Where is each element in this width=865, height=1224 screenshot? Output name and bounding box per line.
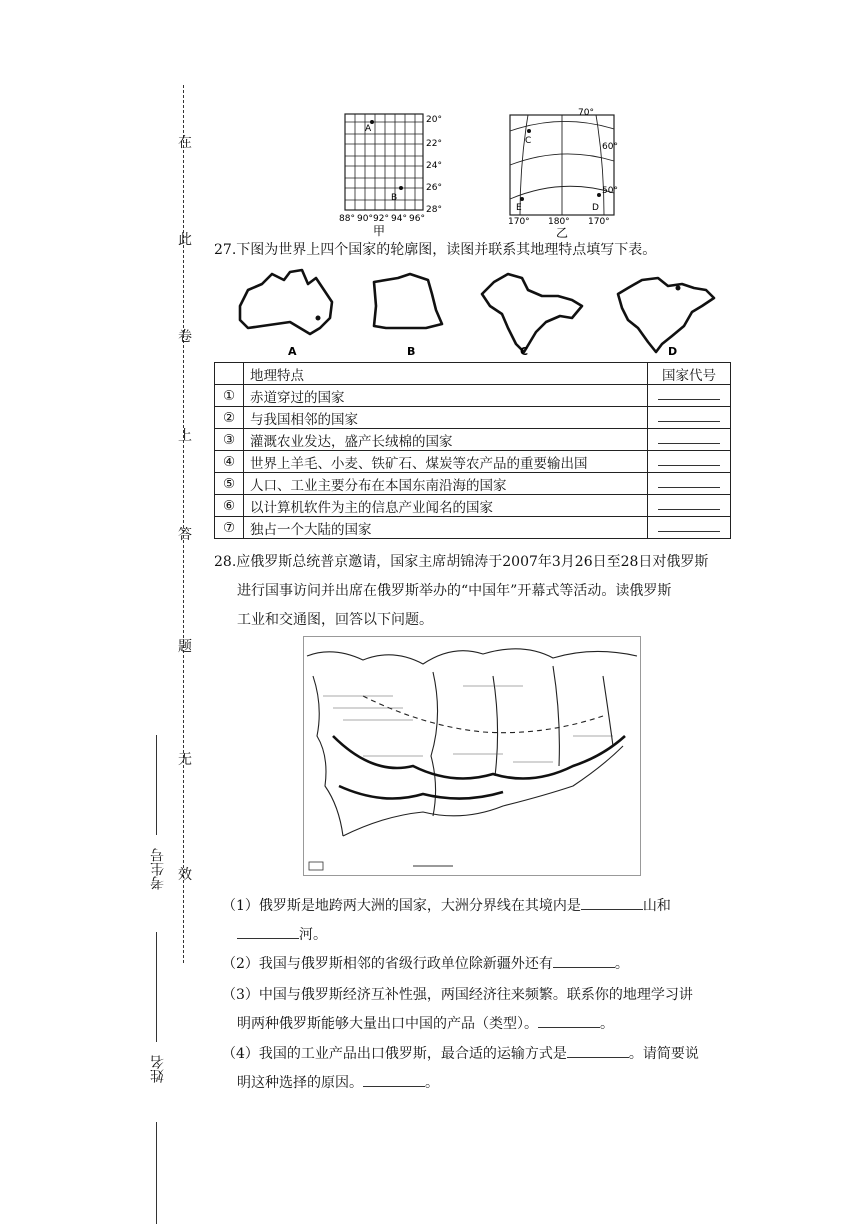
class-line	[156, 1122, 157, 1224]
lon-label: 180°	[548, 217, 570, 227]
answer-blank[interactable]	[648, 385, 731, 407]
seal-char: 上	[178, 428, 192, 444]
row-number: ④	[215, 451, 244, 473]
exam-no-label: 考生号	[150, 848, 166, 890]
header-cell	[215, 363, 244, 385]
q28-sub1-cont: 河。	[237, 921, 327, 950]
name-label: 姓名	[150, 1055, 166, 1083]
grid-map-yi	[498, 103, 623, 241]
outline-brazil	[618, 278, 714, 352]
answer-blank[interactable]	[648, 407, 731, 429]
q28-sub3-cont: 明两种俄罗斯能够大量出口中国的产品（类型）。 。	[237, 1016, 614, 1032]
point-label: A	[365, 124, 372, 134]
answer-blank[interactable]	[581, 897, 643, 910]
name-line	[156, 932, 157, 1042]
q28-line-2: 进行国事访问并出席在俄罗斯举办的“中国年”开幕式等活动。读俄罗斯	[237, 583, 672, 599]
q28-sub4-cont: 明这种选择的原因。 。	[237, 1075, 439, 1091]
table-row	[215, 473, 731, 495]
table-row	[215, 451, 731, 473]
point-label: C	[525, 136, 532, 146]
q28-sub3: （3）中国与俄罗斯经济互补性强，两国经济往来频繁。联系你的地理学习讲	[222, 987, 693, 1003]
russia-industry-transport-map	[303, 636, 641, 876]
table-row	[215, 429, 731, 451]
row-number: ②	[215, 407, 244, 429]
lat-label: 28°	[426, 205, 442, 215]
outline-australia	[240, 270, 332, 334]
map-caption: 甲	[373, 224, 386, 238]
country-outlines	[232, 266, 742, 362]
seal-char: 此	[178, 232, 192, 248]
q28-sub1: （1）俄罗斯是地跨两大洲的国家，大洲分界线在其境内是 山和	[222, 898, 671, 914]
lat-label: 50°	[602, 186, 618, 196]
table-row	[215, 407, 731, 429]
point-label: D	[592, 203, 599, 213]
point-label: E	[516, 203, 522, 213]
answer-blank[interactable]	[648, 429, 731, 451]
grid-map-jia	[335, 108, 442, 238]
row-feature: 以计算机软件为主的信息产业闻名的国家	[244, 495, 648, 517]
header-cell: 国家代号	[648, 363, 731, 385]
lon-label: 90°	[357, 214, 373, 224]
lon-label: 96°	[409, 214, 425, 224]
row-feature: 独占一个大陆的国家	[244, 517, 648, 539]
lat-label: 20°	[426, 115, 442, 125]
table-row	[215, 385, 731, 407]
seal-char: 无	[178, 752, 192, 768]
outline-label: A	[288, 345, 297, 358]
row-feature: 人口、工业主要分布在本国东南沿海的国家	[244, 473, 648, 495]
answer-blank[interactable]	[648, 495, 731, 517]
lat-label: 24°	[426, 161, 442, 171]
q28-line-1: 28.应俄罗斯总统普京邀请，国家主席胡锦涛于2007年3月26日至28日对俄罗斯	[214, 554, 709, 570]
table-row	[215, 495, 731, 517]
lon-label: 94°	[391, 214, 407, 224]
row-number: ⑥	[215, 495, 244, 517]
row-number: ①	[215, 385, 244, 407]
answer-blank[interactable]	[648, 451, 731, 473]
row-feature: 赤道穿过的国家	[244, 385, 648, 407]
answer-blank[interactable]	[648, 473, 731, 495]
answer-blank[interactable]	[538, 1015, 600, 1028]
table-header-row	[215, 363, 731, 385]
answer-blank[interactable]	[567, 1045, 629, 1058]
outline-label: C	[520, 345, 529, 358]
lat-label: 26°	[426, 183, 442, 193]
row-feature: 灌溉农业发达，盛产长绒棉的国家	[244, 429, 648, 451]
q28-sub4: （4）我国的工业产品出口俄罗斯，最合适的运输方式是 。请简要说	[222, 1046, 699, 1062]
row-number: ⑦	[215, 517, 244, 539]
q28-line-3: 工业和交通图，回答以下问题。	[237, 612, 433, 628]
exam-no-line	[156, 735, 157, 835]
lon-label: 170°	[588, 217, 610, 227]
q28-sub2: （2）我国与俄罗斯相邻的省级行政单位除新疆外还有 。	[222, 956, 629, 972]
outline-label: B	[407, 345, 416, 358]
answer-blank[interactable]	[553, 955, 615, 968]
answer-blank[interactable]	[363, 1074, 425, 1087]
lat-label: 22°	[426, 139, 442, 149]
outline-egypt	[374, 274, 442, 328]
row-number: ③	[215, 429, 244, 451]
table-row	[215, 517, 731, 539]
row-feature: 世界上羊毛、小麦、铁矿石、煤炭等农产品的重要输出国	[244, 451, 648, 473]
q27-prompt: 27.下图为世界上四个国家的轮廓图，读图并联系其地理特点填写下表。	[214, 242, 657, 258]
point-label: B	[391, 193, 398, 203]
lon-label: 92°	[373, 214, 389, 224]
outline-label: D	[668, 345, 678, 358]
row-feature: 与我国相邻的国家	[244, 407, 648, 429]
q27-table	[214, 362, 731, 539]
map-caption: 乙	[556, 226, 569, 240]
answer-blank[interactable]	[648, 517, 731, 539]
answer-blank[interactable]	[237, 926, 299, 939]
lon-label: 88°	[339, 214, 355, 224]
outline-india	[482, 274, 582, 352]
header-cell: 地理特点	[244, 363, 648, 385]
seal-char: 答	[178, 527, 192, 543]
seal-char: 题	[178, 639, 192, 655]
lat-label: 60°	[602, 142, 618, 152]
lon-label: 170°	[508, 217, 530, 227]
seal-char: 在	[178, 135, 192, 151]
lat-label: 70°	[578, 108, 594, 118]
seal-char: 效	[178, 867, 192, 883]
row-number: ⑤	[215, 473, 244, 495]
seal-char: 卷	[178, 329, 192, 345]
